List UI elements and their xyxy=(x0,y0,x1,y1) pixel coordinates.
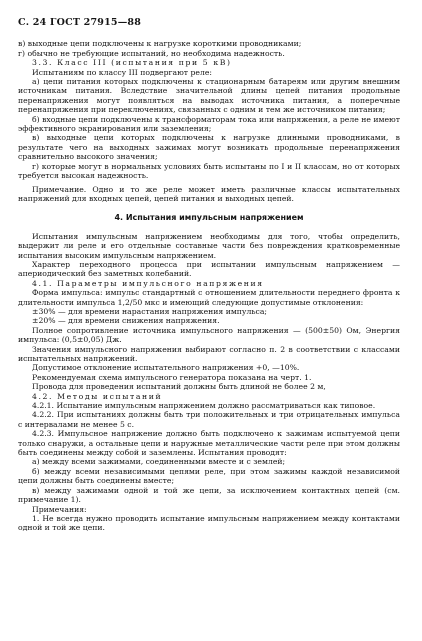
paragraph: Форма импульса: импульс стандартный с отношением длительности переднего фронта к длительности импульса 1,2/50 мкс и имеющий следующие допустимые отклонения: xyxy=(18,288,400,307)
tolerance-line: ±30% — для времени нарастания напряжения импульса; xyxy=(32,306,267,316)
clause-heading: 4.1. Параметры импульсного напряжения xyxy=(32,278,264,288)
paragraph: а) цепи питания которых подключены к стационарным батареям или другим внешним источникам питания. Вследствие значительной длины цепей питания продольные перенапряжения могут появляться на выводах источника питания, а поперечные перенапряжения при переключениях, связанных с одним и тем же источником питания; xyxy=(18,77,400,115)
paragraph: 4.2.2. При испытаниях должны быть три положительных и три отрицательных импульса с интервалами не менее 5 с. xyxy=(18,410,400,429)
note-item: 1. Не всегда нужно проводить испытание импульсным напряжением между контактами одной и той же цепи. xyxy=(18,513,400,533)
text-line: в) выходные цепи подключены к нагрузке короткими проводниками; xyxy=(18,39,302,49)
paragraph: б) входные цепи подключены к трансформаторам тока или напряжения, а реле не имеют эффективного экранирования или заземления; xyxy=(18,114,400,134)
clause-heading: 3.3. Класс III (испытания при 5 кВ) xyxy=(32,58,232,68)
paragraph: Рекомендуемая схема импульсного генератора показана на черт. 1. xyxy=(32,372,312,382)
paragraph: в) выходные цепи которых подключены к нагрузке длинными проводниками, в результате чего на выходных зажимах могут возникать продольные перенапряжения сравнительно высокого значения; xyxy=(18,133,400,162)
section-title: 4. Испытания импульсным напряжением xyxy=(114,213,304,223)
page-header: С. 24 ГОСТ 27915—88 xyxy=(18,17,142,28)
paragraph: Испытания импульсным напряжением необходимы для того, чтобы определить, выдержит ли реле и его отдельные составные части без повреждения кратковременные испытания высоким импульсным напряжением. xyxy=(18,231,400,260)
list-item: б) между всеми независимыми цепями реле, при этом зажимы каждой независимой цепи должны быть соединены вместе; xyxy=(18,466,400,486)
paragraph: Полное сопротивление источника импульсного напряжения — (500±50) Ом, Энергия импульса: (0,5±0,05) Дж. xyxy=(18,325,400,345)
tolerance-line: ±20% — для времени снижения напряжения. xyxy=(32,316,220,326)
paragraph: 4.2.3. Импульсное напряжение должно быть подключено к зажимам испытуемой цепи только снаружи, а остальные цепи и наружные металлические части реле при этом должны быть соединены между собой и заземлены. Испытания проводят: xyxy=(18,429,400,458)
text-line: г) обычно не требующие испытаний, но необходима надежность. xyxy=(18,48,285,58)
list-item: а) между всеми зажимами, соединенными вместе и с землей; xyxy=(32,457,286,467)
list-item: в) между зажимами одной и той же цепи, за исключением контактных цепей (см. примечание 1). xyxy=(18,485,400,505)
paragraph: г) которые могут в нормальных условиях быть испытаны по I и II классам, но от которых требуется высокая надежность. xyxy=(18,161,400,181)
notes-heading: Примечания: xyxy=(32,504,87,514)
text-line: Испытаниям по классу III подвергают реле: xyxy=(32,67,212,77)
clause-heading: 4.2. Методы испытаний xyxy=(32,391,163,401)
paragraph: Провода для проведения испытаний должны быть длиной не более 2 м, xyxy=(32,382,326,392)
paragraph: 4.2.1. Испытание импульсным напряжением должно рассматриваться как типовое. xyxy=(32,401,376,411)
note-paragraph: Примечание. Одно и то же реле может иметь различные классы испытательных напряжений для входных цепей, цепей питания и выходных цепей. xyxy=(18,184,400,203)
paragraph: Характер переходного процесса при испытании импульсным напряжением — апериодический без заметных колебаний. xyxy=(18,259,400,279)
paragraph: Значения импульсного напряжения выбирают согласно п. 2 в соответствии с классами испытательных напряжений. xyxy=(18,344,400,363)
paragraph: Допустимое отклонение испытательного напряжения +0, —10%. xyxy=(32,363,300,373)
